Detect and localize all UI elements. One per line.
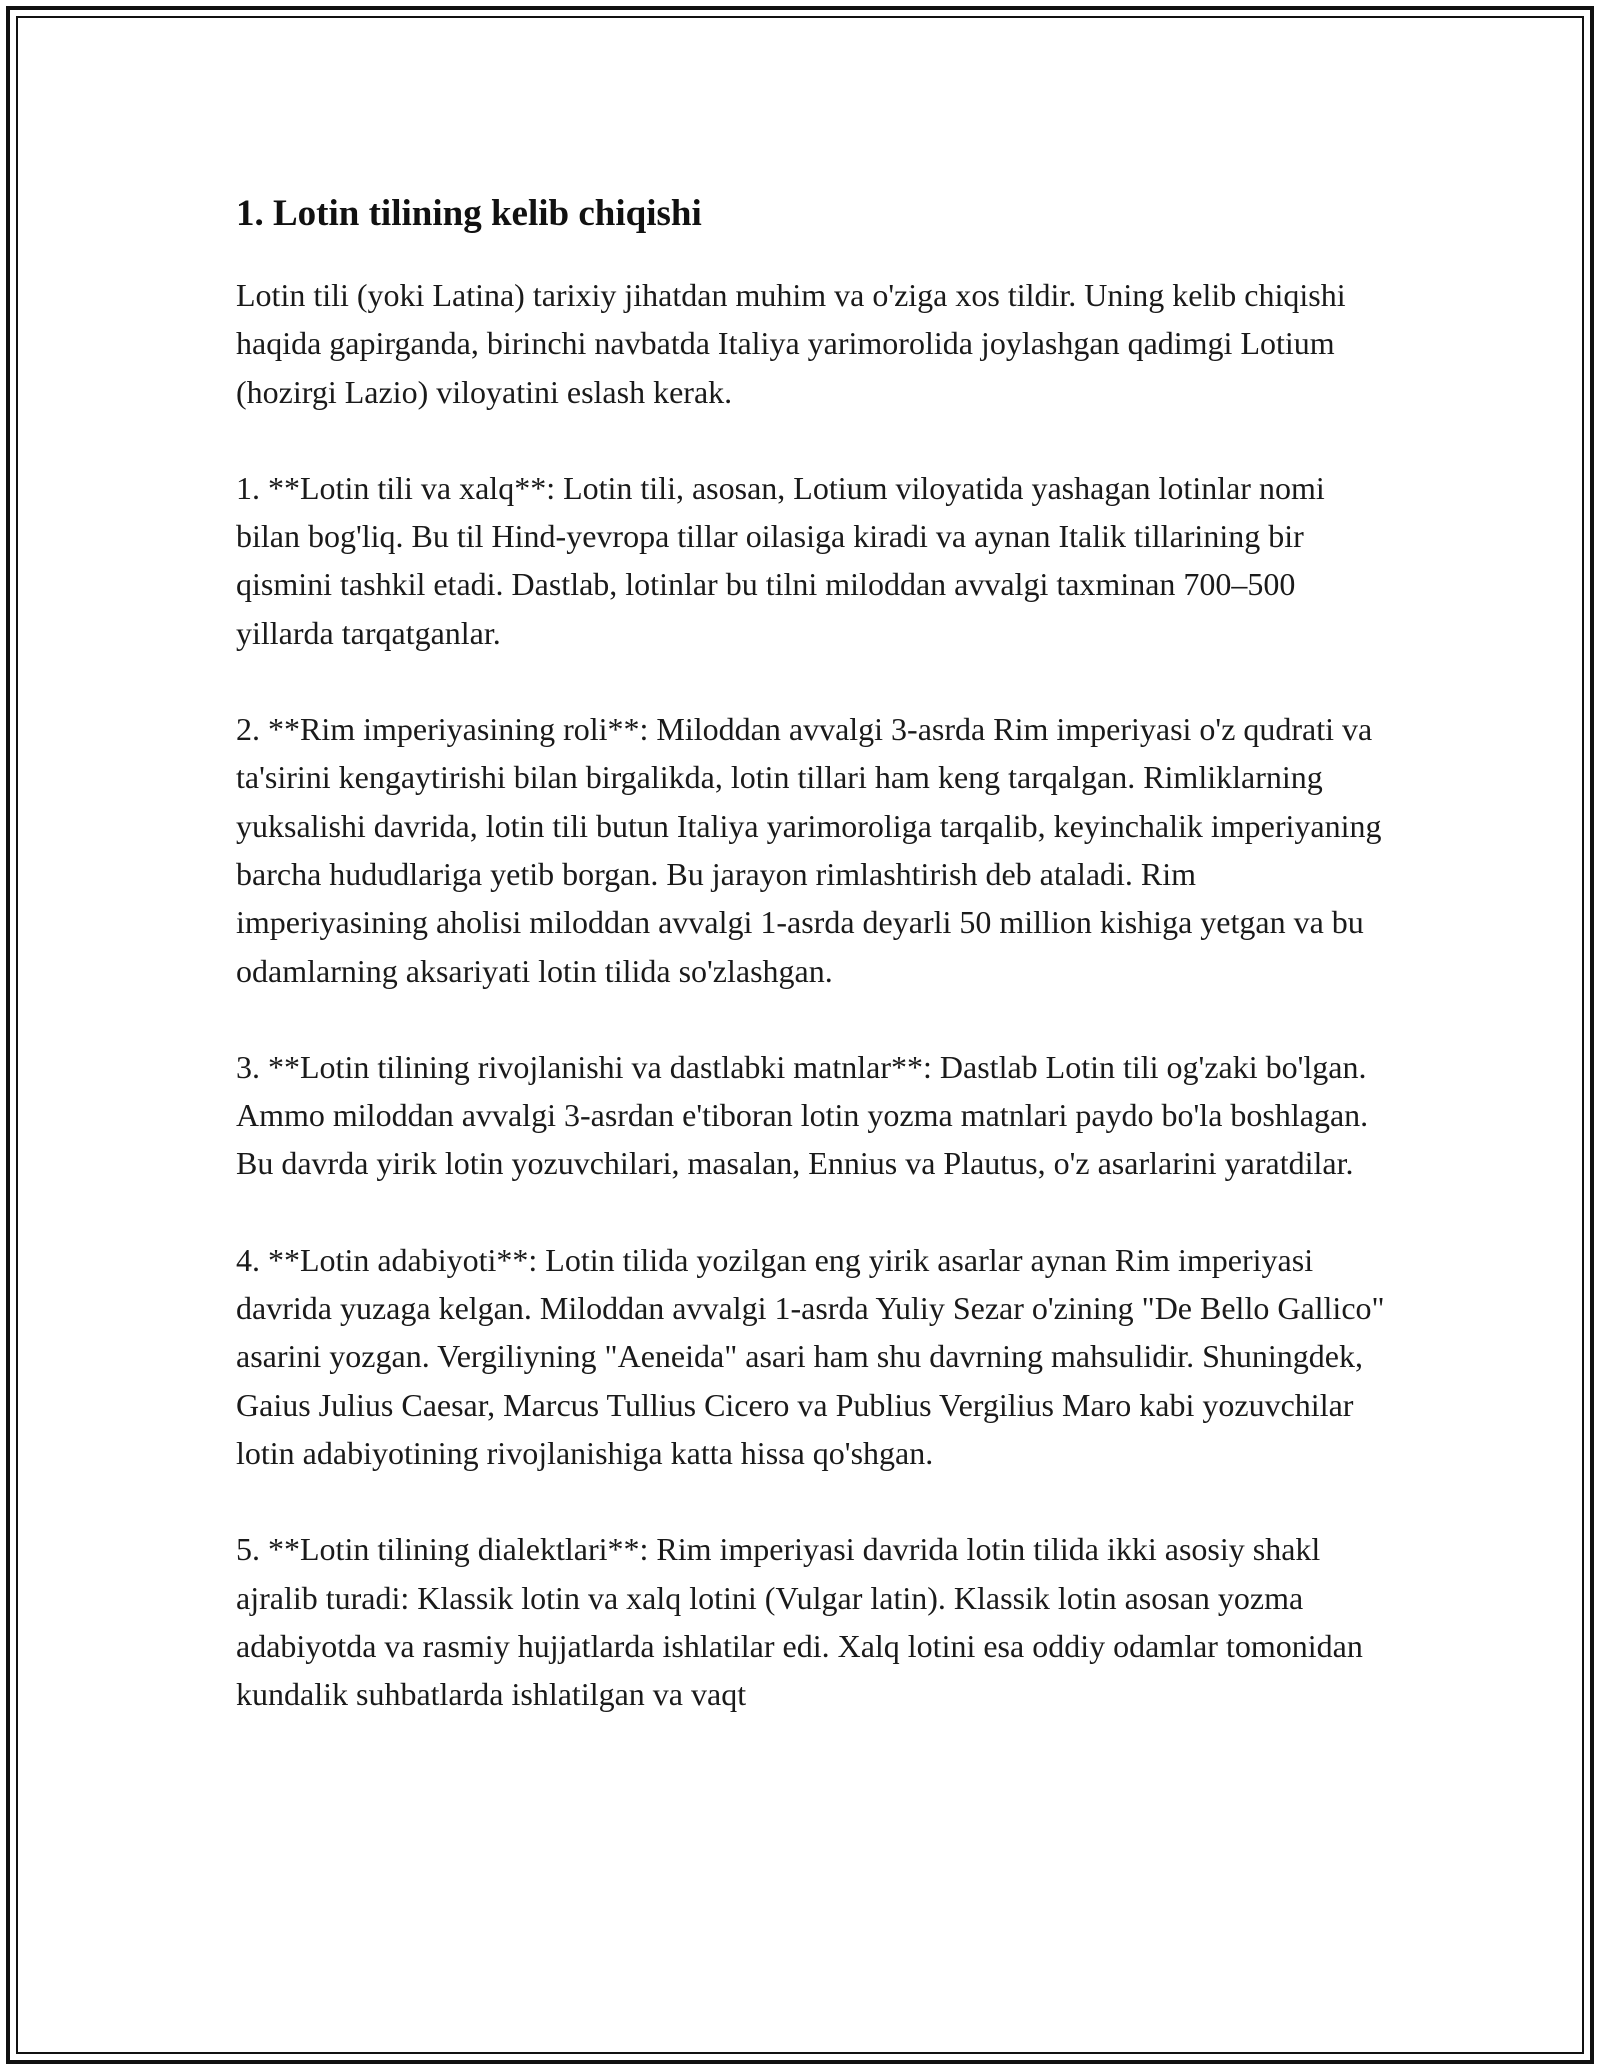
- paragraph-lotin-tili-va-xalq: 1. **Lotin tili va xalq**: Lotin tili, asosan, Lotium viloyatida yashagan lotinlar nomi bilan bog'liq. Bu til Hind-yevropa tillar oilasiga kiradi va aynan Italik tillarining bir qismini tashkil etadi. Dastlab, lotinlar bu tilni miloddan avvalgi taxminan 700–500 yillarda tarqatganlar.: [236, 469, 1325, 651]
- paragraph-lotin-adabiyoti: 4. **Lotin adabiyoti**: Lotin tilida yozilgan eng yirik asarlar aynan Rim imperiyasi davrida yuzaga kelgan. Miloddan avvalgi 1-asrda Yuliy Sezar o'zining "De Bello Gallico" asarini yozgan. Vergiliyning "Aeneida" asari ham shu davrning mahsulidir. Shuningdek, Gaius Julius Caesar, Marcus Tullius Cicero va Publius Vergilius Maro kabi yozuvchilar lotin adabiyotining rivojlanishiga katta hissa qo'shgan.: [236, 1241, 1385, 1471]
- paragraph-rivojlanishi-va-matnlar: 3. **Lotin tilining rivojlanishi va dastlabki matnlar**: Dastlab Lotin tili og'zaki bo'lgan. Ammo miloddan avvalgi 3-asrdan e'tiboran lotin yozma matnlari paydo bo'la boshlagan. Bu davrda yirik lotin yozuvchilari, masalan, Ennius va Plautus, o'z asarlarini yaratdilar.: [236, 1048, 1369, 1182]
- paragraph-lotin-dialektlari: 5. **Lotin tilining dialektlari**: Rim imperiyasi davrida lotin tilida ikki asosiy shakl ajralib turadi: Klassik lotin va xalq lotini (Vulgar latin). Klassik lotin asosan yozma adabiyotda va rasmiy hujjatlarda ishlatilar edi. Xalq lotini esa oddiy odamlar tomonidan kundalik suhbatlarda ishlatilgan va vaqt: [236, 1531, 1363, 1713]
- intro-paragraph: Lotin tili (yoki Latina) tarixiy jihatdan muhim va o'ziga xos tildir. Uning kelib chiqishi haqida gapirganda, birinchi navbatda Italiya yarimorolida joylashgan qadimgi Lotium (hozirgi Lazio) viloyatini eslash kerak.: [236, 277, 1346, 410]
- document-body: [236, 188, 1386, 1718]
- section-heading: 1. Lotin tilining kelib chiqishi: [236, 193, 702, 234]
- paragraph-rim-imperiyasining-roli: 2. **Rim imperiyasining roli**: Miloddan avvalgi 3-asrda Rim imperiyasi o'z qudrati va ta'sirini kengaytirishi bilan birgalikda, lotin tillari ham keng tarqalgan. Rimliklarning yuksalishi davrida, lotin tili butun Italiya yarimoroliga tarqalib, keyinchalik imperiyaning barcha hududlariga yetib borgan. Bu jarayon rimlashtirish deb ataladi. Rim imperiyasining aholisi miloddan avvalgi 1-asrda deyarli 50 million kishiga yetgan va bu odamlarning aksariyati lotin tilida so'zlashgan.: [236, 711, 1382, 989]
